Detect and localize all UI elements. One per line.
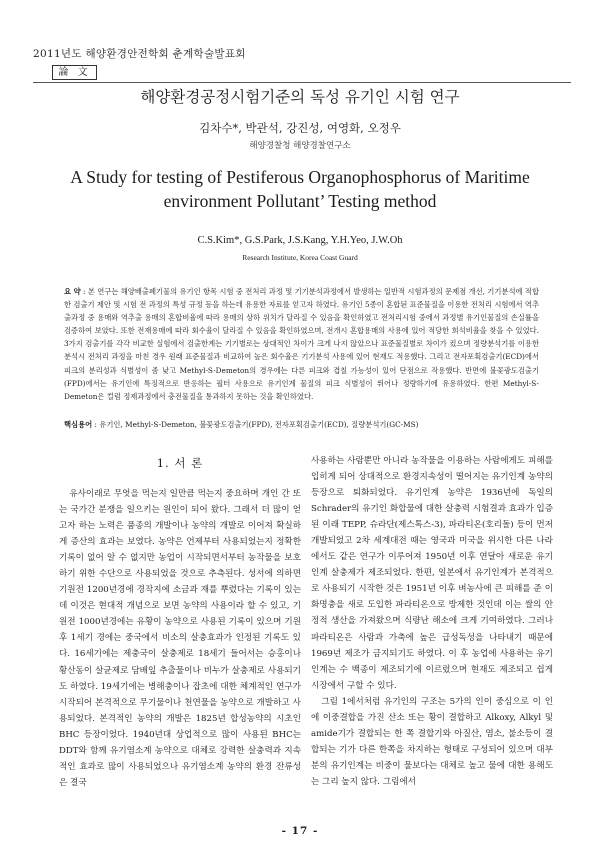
keywords	[64, 418, 539, 431]
section-heading: 1. 서 론	[156, 456, 204, 470]
paragraph: 유사이래로 무엇을 먹는지 일만큼 먹는지 중요하며 개인 간 또는 국가간 분쟁을 일으키는 원인이 되어 왔다. 그래서 더 많이 얻고자 하는 노력은 품종의 개발이나 농약의 개발로 이어져 확실하게 증산의 효과는 보였다. 농약은 언제부터 사용되었는지 정확한 기록이 없어 알 수 없지만 농업이 시작되면서부터 농작물을 보호하기 위한 수단으로 사용되었을 것으로 추측된다. 성서에 의하면 기원전 1200년경에 경작지에 소금과 재를 뿌렸다는 기록이 있는데 이것은 현대적 개념으로 보면 농약의 사용이라 할 수 있고, 기원전 1000년경에는 유황이 농약으로 사용된 기록이 있으며 기원후 1세기 경에는 중국에서 비소의 살충효과가 인정된 기록도 있다. 16세기에는 제충국이 살충제로 18세기 들어서는 승홍이나 황산동이 살균제로 담배잎 추출물이나 비누가 살충제로 사용되기도 하였다. 19세기에는 병해충이나 잡초에 대한 체계적인 연구가 시작되어 본격적으로 무기물이나 천연물을 농약으로 개발하고 사용되었다. 본격적인 농약의 개발은 1825년 합성농약의 시초인 BHC 등장이었다. 1940년대 상업적으로 많이 사용된 BHC는 DDT와 함께 유기염소계 농약으로 대체로 강력한 살충력과 지속적인 효과로 많이 사용되었으나 유기염소계 농약의 환경 잔류성은 결국	[59, 489, 301, 788]
paragraph: 그림 1에서처럼 유기인의 구조는 5가의 인이 중심으로 이 인에 이중결합을 가진 산소 또는 황이 결합하고 Alkoxy, Alkyl 및 amide기가 결합되는 한 쪽 결합기와 아질산, 염소, 불소등이 결합되는 기가 다른 한쪽을 차지하는 형태로 구성되어 있으며 대부분의 유기인계는 비중이 물보다는 대체로 높고 물에 대한 용해도는 그리 높지 않다. 그림에서	[311, 696, 553, 787]
paragraph: 사용하는 사람뿐만 아니라 농작물을 이용하는 사람에게도 피해를 입히게 되어 상대적으로 환경지속성이 떨어지는 유기인계 농약의 등장으로 퇴화되었다. 유기인계 농약은 1936년에 독일의 Schrader의 유기인 화합물에 대한 살충력 시험결과 효과가 입증된 이래 TEPP, 슈라단(제스톡스-3), 파라티온(호리돌) 등이 먼저 개발되었고 2차 세계대전 때는 영국과 미국을 위시한 다른 나라에서도 같은 연구가 이루어져 1950년 이후 연달아 새로운 유기인계 살충제가 제조되었다. 한편, 일본에서 유기인계가 본격적으로 사용되기 시작한 것은 1951년 이후 벼농사에 큰 피해를 준 이화명충을 새로 도입한 파라티온으로 방제한 것인데 이는 쌀의 안정적 생산을 가져왔으며 식량난 해소에 크게 기여하였다. 그러나 파라티온은 사람과 가축에 높은 급성독성을 나타내기 때문에 1969년 제조가 금지되기도 하였다. 이 후 농업에 사용하는 유기인계는 수 백종이 제조되기에 이르렀으며 현재도 제조되고 쉽게 시장에서 구할 수 있다.	[311, 456, 553, 691]
keywords-label: 핵심용어	[64, 420, 93, 429]
journal-header: 2011년도 해양환경안전학회 춘계학술발표회	[33, 48, 246, 60]
abstract	[64, 285, 539, 403]
body-column-right	[311, 453, 553, 790]
korean-affiliation: 해양경찰청 해양경찰연구소	[249, 141, 351, 151]
korean-title: 해양환경공정시험기준의 독성 유기인 시험 연구	[140, 88, 460, 106]
english-title: A Study for testing of Pestiferous Organophosphorus of Maritime environment Pollutant’ Testing method	[70, 167, 530, 211]
english-authors: C.S.Kim*, G.S.Park, J.S.Kang, Y.H.Yeo, J.W.Oh	[197, 235, 403, 246]
keywords-text: : 유기인, Methyl-S-Demeton, 불꽃광도검출기(FPD), 전자포획검출기(ECD), 질량분석기(GC-MS)	[94, 420, 419, 429]
abstract-label: 요 약	[64, 287, 81, 296]
english-affiliation: Research Institute, Korea Coast Guard	[242, 253, 358, 262]
header-divider	[33, 82, 571, 83]
page-number: - 17 -	[281, 825, 319, 837]
korean-authors: 김차수*, 박관석, 강진성, 여영화, 오정우	[199, 121, 401, 135]
body-column-left	[59, 453, 301, 791]
abstract-text: : 본 연구는 해양배출폐기물의 유기인 항목 시험 중 전처리 과정 및 기기분석과정에서 발생하는 일반적 시험과정의 문제점 개선, 기기분석에 적합한 검출기 제안 및 시험 전 과정의 특성 규정 등을 하는데 유용한 자료를 얻고자 하였다. 유기인 5종이 혼합된 표준물질을 이용한 전처리 시험에서 역추출과정 중 용매와 역추출 용매의 혼합비율에 따라 용매의 상하 위치가 달라질 수 있음을 확인하였고 전처리시험 중에서 과정별 유기인물질의 손실률을 검증하여 보았다. 또한 전재용매에 따라 회수율이 달라질 수 있음을 확인하였으며, 전개시 혼합용매의 사용에 있어 적당한 희석비율을 찾을 수 있었다. 3가지 검출기를 각각 비교한 실험에서 검출한계는 기기별로는 상대적인 차이가 크게 나지 않았으나 표준물질별로 차이가 컸으며 정량분석기를 이용한 분석시 전처리 과정을 마친 경우 원래 표준물질과 비교하여 높은 회수율은 기기분석 사용에 있어 현재도 적용했다. 그리고 전자포획검출기(ECD)에서 피크의 분리성과 식별성이 좀 낮고 Methyl-S-Demeton의 경우에는 다른 피크와 겹칠 가능성이 있어 단점으로 작용했다. 반면에 불꽃광도검출기(FPD)에서는 유기인에 특징적으로 반응하는 필터 사용으로 유기인계 물질의 피크 식별성이 뛰어나 정량하기에 유용하였다. 한편 Methyl-S-Demeton은 컬럼 정제과정에서 충전물질을 통과하지 못하는 것을 확인하였다.	[64, 287, 539, 401]
article-type-tag: 論 文	[52, 65, 97, 80]
